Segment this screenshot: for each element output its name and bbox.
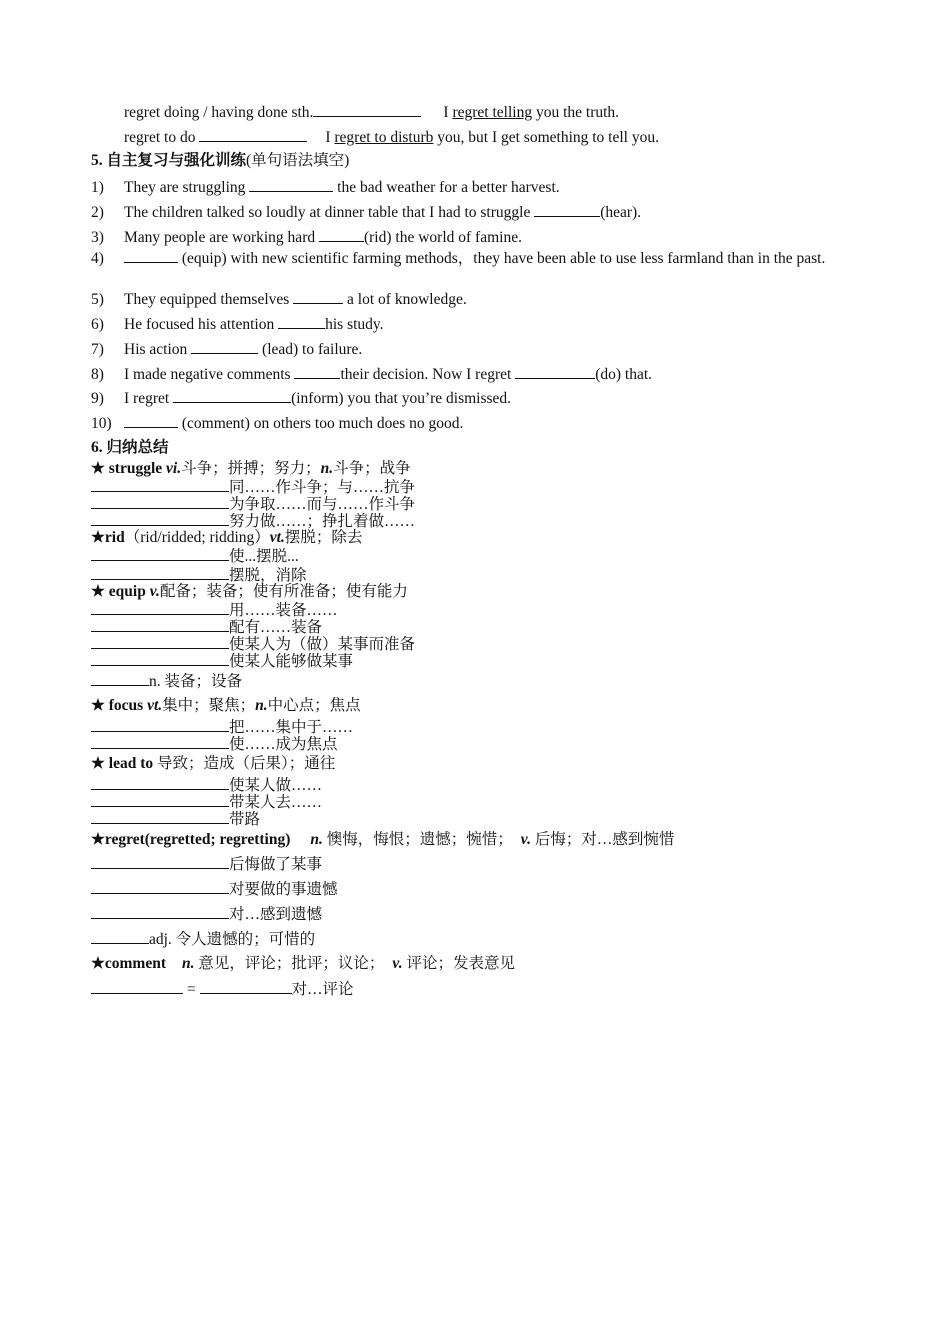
section-5-title: 5. 自主复习与强化训练(单句语法填空) [91,152,350,169]
answer-blank[interactable] [191,339,258,354]
answer-blank[interactable] [515,364,595,379]
exercise-item-7: 7) His action (lead) to failure. [91,341,363,358]
rid-line-1: 使...摆脱... [91,546,299,566]
answer-blank[interactable] [91,775,229,790]
equip-noun: n. 装备；设备 [91,671,242,691]
struggle-line-1: 同……作斗争；与……抗争 [91,477,415,497]
equip-line-4: 使某人能够做某事 [91,651,353,671]
answer-blank[interactable] [91,651,229,666]
regret-doing-row: regret doing / having done sth. I regret telling you the truth. [124,104,620,121]
exercise-item-8: 8) I made negative comments their decision. Now I regret (do) that. [91,366,653,383]
lead-line-3: 带路 [91,809,260,829]
equip-line-3: 使某人为（做）某事而准备 [91,634,415,654]
answer-blank[interactable] [319,227,364,242]
answer-blank[interactable] [91,617,229,632]
regret-line-1: 后悔做了某事 [91,854,322,874]
exercise-item-9: 9) I regret (inform) you that you’re dismissed. [91,390,512,407]
regret-line-3: 对…感到遗憾 [91,904,322,924]
answer-blank[interactable] [91,511,229,526]
comment-entry: ★comment n. 意见，评论；批评；议论； v. 评论；发表意见 [91,955,515,972]
answer-blank[interactable] [91,600,229,615]
exercise-item-5: 5) They equipped themselves a lot of knowledge. [91,291,467,308]
lead-to-entry: ★ lead to 导致；造成（后果）；通往 [91,755,336,772]
struggle-line-3: 努力做……；挣扎着做…… [91,511,415,531]
answer-blank[interactable] [91,734,229,749]
section-6-title: 6. 归纳总结 [91,439,169,456]
answer-blank[interactable] [278,314,325,329]
exercise-item-6: 6) He focused his attention his study. [91,316,384,333]
rid-entry: ★rid（rid/ridded; ridding）vt.摆脱；除去 [91,529,363,546]
answer-blank[interactable] [293,289,343,304]
regret-line-2: 对要做的事遗憾 [91,879,338,899]
answer-blank[interactable] [249,177,333,192]
regret-entry: ★regret(regretted; regretting) n. 懊悔，悔恨；遗憾；惋惜； v. 后悔；对…感到惋惜 [91,831,675,848]
answer-blank[interactable] [124,248,178,263]
exercise-item-2: 2) The children talked so loudly at dinner table that I had to struggle (hear). [91,204,642,221]
answer-blank[interactable] [91,477,229,492]
equip-entry: ★ equip v.配备；装备；使有所准备；使有能力 [91,583,408,600]
struggle-line-2: 为争取……而与……作斗争 [91,494,415,514]
answer-blank[interactable] [200,979,292,994]
answer-blank[interactable] [294,364,340,379]
answer-blank[interactable] [313,102,421,117]
answer-blank[interactable] [91,929,149,944]
answer-blank[interactable] [91,809,229,824]
answer-blank[interactable] [124,413,178,428]
exercise-item-1: 1) They are struggling the bad weather for a better harvest. [91,179,560,196]
equip-line-2: 配有……装备 [91,617,322,637]
rid-line-2: 摆脱，消除 [91,565,307,585]
answer-blank[interactable] [91,979,183,994]
answer-blank[interactable] [91,904,229,919]
struggle-entry: ★ struggle vi.斗争；拼搏；努力；n.斗争；战争 [91,460,411,477]
answer-blank[interactable] [91,717,229,732]
regret-adj: adj. 令人遗憾的；可惜的 [91,929,315,949]
exercise-item-10: 10) (comment) on others too much does no good. [91,415,464,432]
answer-blank[interactable] [91,546,229,561]
focus-line-2: 使……成为焦点 [91,734,338,754]
answer-blank[interactable] [199,127,307,142]
equip-line-1: 用……装备…… [91,600,338,620]
answer-blank[interactable] [91,634,229,649]
lead-line-1: 使某人做…… [91,775,322,795]
focus-entry: ★ focus vt.集中；聚焦；n.中心点；焦点 [91,697,361,714]
answer-blank[interactable] [91,671,149,686]
answer-blank[interactable] [534,202,600,217]
comment-line: = 对…评论 [91,979,354,999]
exercise-item-4: 4) (equip) with new scientific farming methods，they have been able to use less farmland than in the past. [91,250,826,267]
answer-blank[interactable] [91,879,229,894]
focus-line-1: 把……集中于…… [91,717,353,737]
answer-blank[interactable] [91,494,229,509]
exercise-item-3: 3) Many people are working hard (rid) the world of famine. [91,229,522,246]
answer-blank[interactable] [91,565,229,580]
lead-line-2: 带某人去…… [91,792,322,812]
regret-to-do-row: regret to do I regret to disturb you, but I get something to tell you. [124,129,659,146]
answer-blank[interactable] [173,388,291,403]
answer-blank[interactable] [91,854,229,869]
answer-blank[interactable] [91,792,229,807]
